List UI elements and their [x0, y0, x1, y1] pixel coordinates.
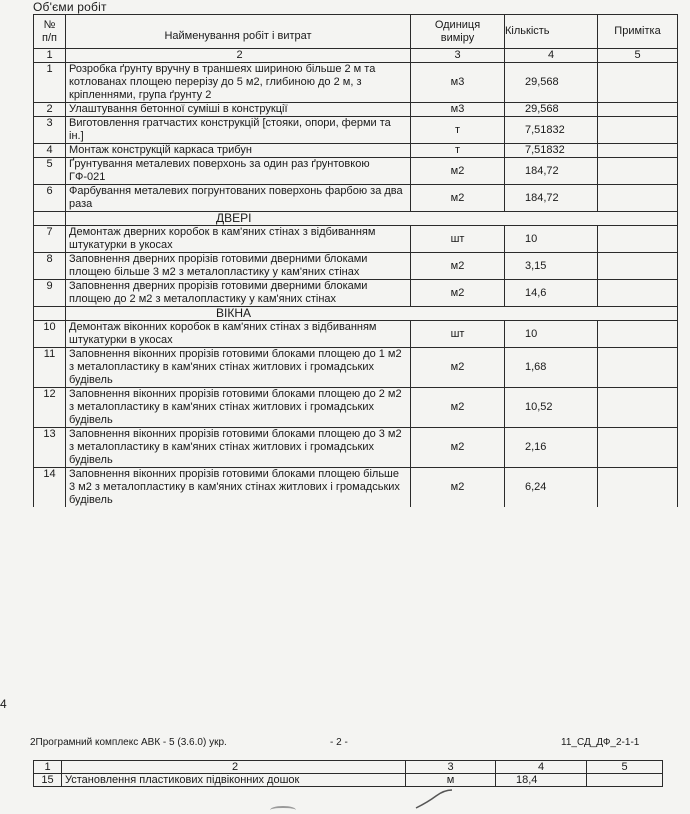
- note: [598, 158, 678, 185]
- col-number: 5: [587, 761, 663, 774]
- table-row: [34, 226, 678, 253]
- row-number: 2: [34, 103, 66, 117]
- quantity: 10: [505, 226, 598, 253]
- footer-program: 2Програмний комплекс АВК - 5 (3.6.0) укр.: [30, 737, 227, 748]
- work-name: Монтаж конструкцій каркаса трибун: [66, 144, 411, 158]
- row-number: 9: [34, 280, 66, 307]
- smudge-mark: [270, 806, 296, 814]
- unit: м2: [411, 253, 505, 280]
- table-row: [34, 348, 678, 388]
- header-name: Найменування робіт і витрат: [66, 15, 411, 49]
- unit: м2: [411, 185, 505, 212]
- unit: м3: [411, 103, 505, 117]
- column-numbers-row: [34, 761, 663, 774]
- note: [598, 253, 678, 280]
- note: [598, 388, 678, 428]
- unit: м3: [411, 63, 505, 103]
- quantity: 29,568: [505, 103, 598, 117]
- quantity: 7,51832: [505, 144, 598, 158]
- row-number: 3: [34, 117, 66, 144]
- work-name: Заповнення віконних прорізів готовими блоками площею до 3 м2 з металопластику в кам'яних стінах житлових і громадських будівель: [66, 428, 411, 468]
- note: [598, 103, 678, 117]
- work-name: Демонтаж віконних коробок в кам'яних стінах з відбиванням штукатурки в укосах: [66, 321, 411, 348]
- table-row: [34, 144, 678, 158]
- continuation-table: [33, 760, 663, 787]
- row-number: 8: [34, 253, 66, 280]
- quantity: 184,72: [505, 185, 598, 212]
- unit: шт: [411, 226, 505, 253]
- row-number: 14: [34, 468, 66, 508]
- section-blank: [34, 307, 66, 321]
- col-number: 2: [66, 49, 411, 63]
- table-row: [34, 63, 678, 103]
- footer-page-number: - 2 -: [330, 737, 348, 748]
- work-name: Заповнення дверних прорізів готовими дверними блоками площею до 2 м2 з металопластику у кам'яних стінах: [66, 280, 411, 307]
- table-row: [34, 253, 678, 280]
- table-row: [34, 103, 678, 117]
- table-row: [34, 428, 678, 468]
- col-number: 5: [598, 49, 678, 63]
- footer-doc-code: 11_СД_ДФ_2-1-1: [561, 737, 640, 748]
- column-numbers-row: [34, 49, 678, 63]
- work-name: Установлення пластикових підвіконних дошок: [62, 774, 406, 787]
- left-margin-mark: 4: [0, 697, 7, 711]
- quantity: 3,15: [505, 253, 598, 280]
- work-name: Заповнення дверних прорізів готовими дверними блоками площею більше 3 м2 з металопластику у кам'яних стінах: [66, 253, 411, 280]
- table-row: [34, 185, 678, 212]
- section-doors: [34, 212, 678, 226]
- table-header-row: [34, 15, 678, 49]
- work-name: Ґрунтування металевих поверхонь за один раз ґрунтовкою ГФ-021: [66, 158, 411, 185]
- table-row: [34, 321, 678, 348]
- quantity: 1,68: [505, 348, 598, 388]
- header-qty: Кількість: [505, 15, 598, 49]
- table-row: [34, 158, 678, 185]
- header-note: Примітка: [598, 15, 678, 49]
- quantity: 2,16: [505, 428, 598, 468]
- unit: м2: [411, 468, 505, 508]
- table-row: [34, 774, 663, 787]
- quantity: 29,568: [505, 63, 598, 103]
- note: [598, 226, 678, 253]
- header-no: № п/п: [34, 15, 66, 49]
- row-number: 10: [34, 321, 66, 348]
- col-number: 4: [505, 49, 598, 63]
- unit: м2: [411, 158, 505, 185]
- quantity: 18,4: [496, 774, 587, 787]
- row-number: 4: [34, 144, 66, 158]
- note: [598, 144, 678, 158]
- note: [587, 774, 663, 787]
- quantity: 184,72: [505, 158, 598, 185]
- table-row: [34, 468, 678, 508]
- work-name: Заповнення віконних прорізів готовими блоками площею більше 3 м2 з металопластику в кам'яних стінах житлових і громадських будівель: [66, 468, 411, 508]
- table-row: [34, 388, 678, 428]
- note: [598, 428, 678, 468]
- unit: т: [411, 144, 505, 158]
- note: [598, 468, 678, 508]
- note: [598, 280, 678, 307]
- col-number: 2: [62, 761, 406, 774]
- table-row: [34, 280, 678, 307]
- row-number: 12: [34, 388, 66, 428]
- work-name: Заповнення віконних прорізів готовими блоками площею до 1 м2 з металопластику в кам'яних стінах житлових і громадських будівель: [66, 348, 411, 388]
- note: [598, 63, 678, 103]
- col-number: 4: [496, 761, 587, 774]
- quantity: 6,24: [505, 468, 598, 508]
- section-title: ВІКНА: [66, 307, 678, 321]
- works-volume-table: [33, 14, 678, 507]
- row-number: 1: [34, 63, 66, 103]
- row-number: 15: [34, 774, 62, 787]
- unit: т: [411, 117, 505, 144]
- col-number: 3: [411, 49, 505, 63]
- note: [598, 185, 678, 212]
- header-unit: Одиниця виміру: [411, 15, 505, 49]
- page-title: Об'єми робіт: [33, 0, 107, 14]
- note: [598, 348, 678, 388]
- row-number: 7: [34, 226, 66, 253]
- section-windows: [34, 307, 678, 321]
- section-blank: [34, 212, 66, 226]
- note: [598, 321, 678, 348]
- quantity: 10: [505, 321, 598, 348]
- unit: м2: [411, 348, 505, 388]
- unit: м: [406, 774, 496, 787]
- work-name: Фарбування металевих погрунтованих поверхонь фарбою за два раза: [66, 185, 411, 212]
- col-number: 3: [406, 761, 496, 774]
- quantity: 14,6: [505, 280, 598, 307]
- unit: шт: [411, 321, 505, 348]
- work-name: Демонтаж дверних коробок в кам'яних стінах з відбиванням штукатурки в укосах: [66, 226, 411, 253]
- note: [598, 117, 678, 144]
- unit: м2: [411, 388, 505, 428]
- work-name: Улаштування бетонної суміші в конструкції: [66, 103, 411, 117]
- col-number: 1: [34, 761, 62, 774]
- unit: м2: [411, 428, 505, 468]
- unit: м2: [411, 280, 505, 307]
- work-name: Виготовлення гратчастих конструкцій [стояки, опори, ферми та ін.]: [66, 117, 411, 144]
- quantity: 7,51832: [505, 117, 598, 144]
- table-row: [34, 117, 678, 144]
- section-title: ДВЕРІ: [66, 212, 678, 226]
- quantity: 10,52: [505, 388, 598, 428]
- work-name: Розробка ґрунту вручну в траншеях шириною більше 2 м та котлованах площею перерізу до 5 м2, глибиною до 2 м, з кріпленнями, група ґрунту 2: [66, 63, 411, 103]
- col-number: 1: [34, 49, 66, 63]
- work-name: Заповнення віконних прорізів готовими блоками площею до 2 м2 з металопластику в кам'яних стінах житлових і громадських будівель: [66, 388, 411, 428]
- row-number: 6: [34, 185, 66, 212]
- row-number: 13: [34, 428, 66, 468]
- signature-mark: [414, 788, 454, 812]
- row-number: 5: [34, 158, 66, 185]
- row-number: 11: [34, 348, 66, 388]
